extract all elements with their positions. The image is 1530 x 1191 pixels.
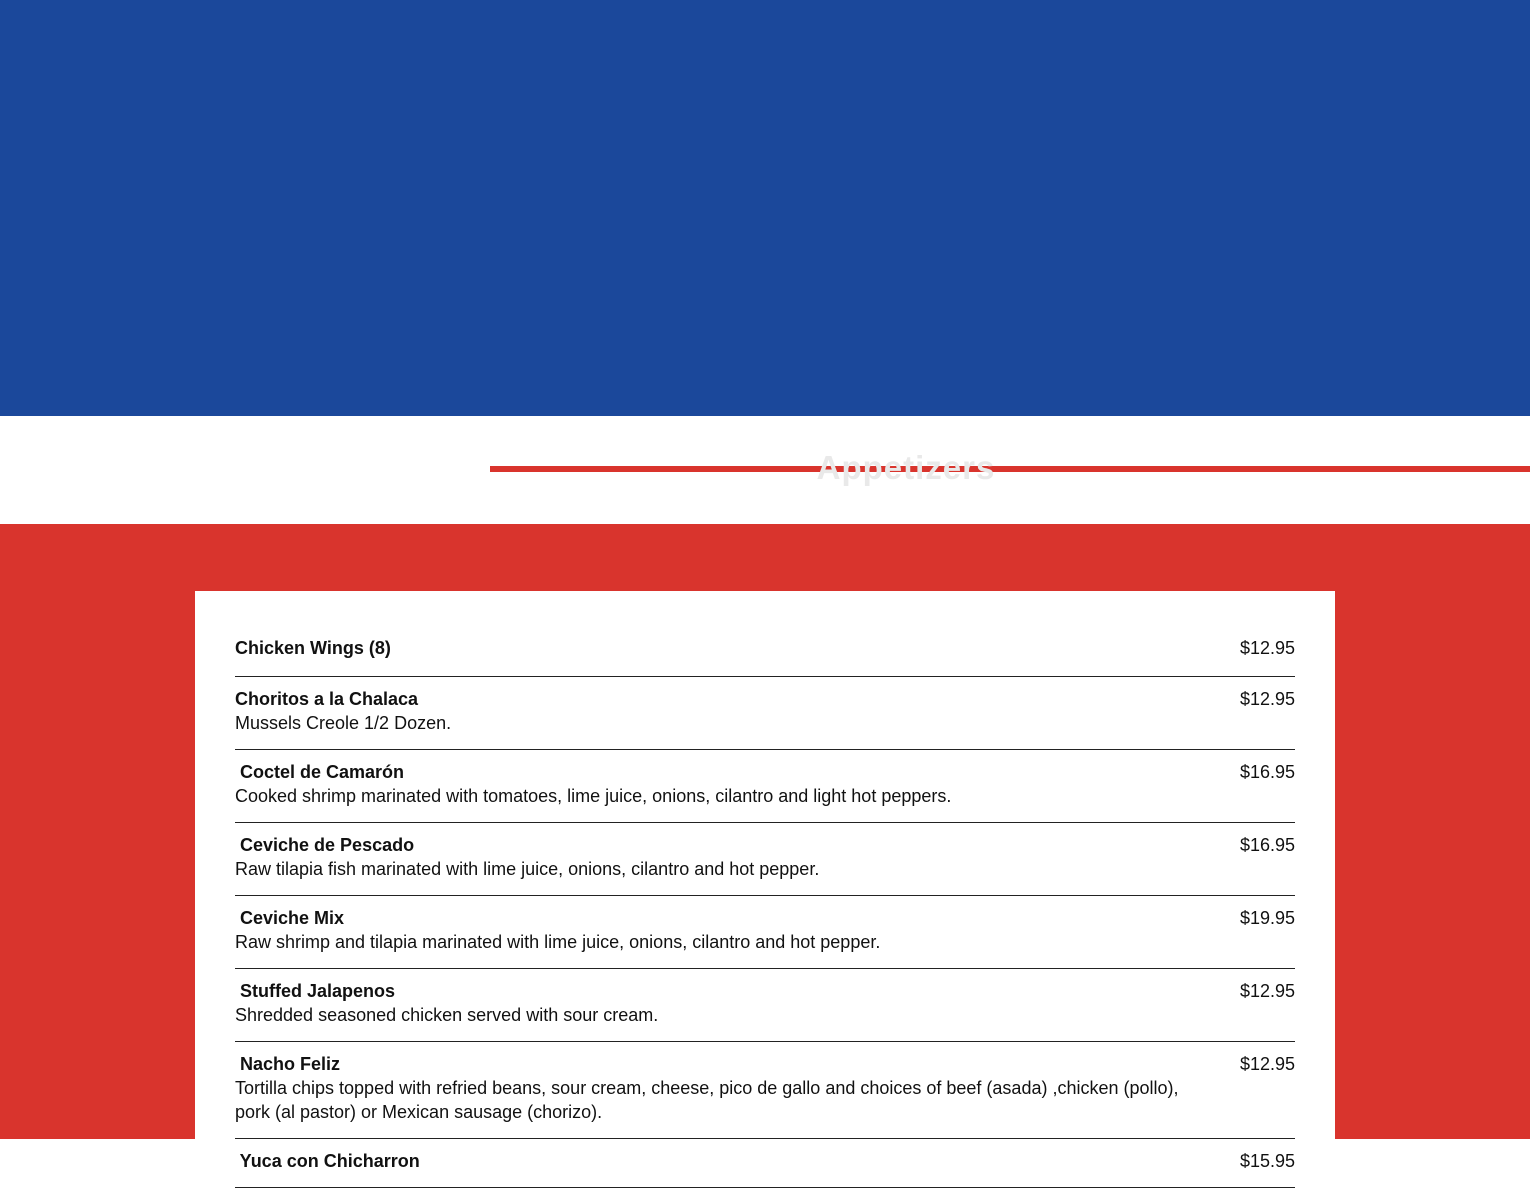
menu-item xyxy=(235,969,1295,1042)
section-title: Appetizers xyxy=(816,449,996,486)
menu-item-name: Yuca con Chicharron xyxy=(235,1151,420,1171)
menu-item xyxy=(235,1042,1295,1139)
section-header xyxy=(0,416,1530,524)
menu-item xyxy=(235,823,1295,896)
menu-item-name: Chicken Wings (8) xyxy=(235,638,391,658)
menu-item-description: Tortilla chips topped with refried beans, sour cream, cheese, pico de gallo and choices of beef (asada) ,chicken (pollo), pork (al pastor) or Mexican sausage (chorizo). xyxy=(235,1078,1179,1122)
menu-item-description: Raw tilapia fish marinated with lime juice, onions, cilantro and hot pepper. xyxy=(235,859,820,879)
menu-item xyxy=(235,677,1295,750)
menu-item-price: $16.95 xyxy=(1239,835,1295,855)
menu-item-price: $12.95 xyxy=(1239,689,1295,709)
menu-item xyxy=(235,750,1295,823)
menu-item xyxy=(235,896,1295,969)
menu-item-description: Shredded seasoned chicken served with sour cream. xyxy=(235,1005,659,1025)
menu-item xyxy=(235,626,1295,677)
menu-item-name: Coctel de Camarón xyxy=(235,762,405,782)
menu-card xyxy=(195,591,1335,1191)
menu-item-price: $16.95 xyxy=(1239,762,1295,782)
menu-item xyxy=(235,1139,1295,1188)
menu-item-description: Raw shrimp and tilapia marinated with lime juice, onions, cilantro and hot pepper. xyxy=(235,932,881,952)
menu-item-name: Nacho Feliz xyxy=(235,1054,341,1074)
menu-item-price: $12.95 xyxy=(1239,1054,1295,1074)
menu-item-price: $15.95 xyxy=(1239,1151,1295,1171)
menu-item-price: $19.95 xyxy=(1239,908,1295,928)
menu-item-price: $12.95 xyxy=(1239,981,1295,1001)
menu-item-name: Ceviche de Pescado xyxy=(235,835,415,855)
menu-list xyxy=(235,626,1295,1188)
hero-banner xyxy=(0,0,1530,416)
menu-item-description: Cooked shrimp marinated with tomatoes, lime juice, onions, cilantro and light hot peppers. xyxy=(235,786,952,806)
menu-item-name: Choritos a la Chalaca xyxy=(235,689,419,709)
menu-item-name: Stuffed Jalapenos xyxy=(235,981,396,1001)
menu-item-description: Mussels Creole 1/2 Dozen. xyxy=(235,713,452,733)
menu-item-price: $12.95 xyxy=(1239,638,1295,658)
menu-item-name: Ceviche Mix xyxy=(235,908,345,928)
